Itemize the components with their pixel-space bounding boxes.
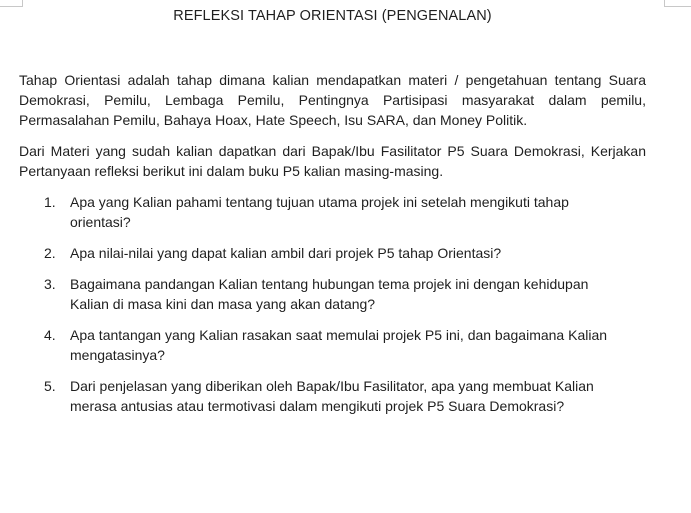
reflection-question-list — [19, 192, 646, 416]
question-number: 1. — [44, 194, 56, 210]
intro-paragraph: Tahap Orientasi adalah tahap dimana kalian mendapatkan materi / pengetahuan tentang Suara Demokrasi, Pemilu, Lembaga Pemilu, Pentingnya Partisipasi masyarakat dalam pemilu, Permasalahan Pemilu, Bahaya Hoax, Hate Speech, Isu SARA, dan Money Politik. — [19, 72, 646, 128]
question-text: Apa yang Kalian pahami tentang tujuan utama projek ini setelah mengikuti tahap orientasi? — [70, 194, 569, 230]
question-number: 2. — [44, 245, 56, 261]
question-text: Apa tantangan yang Kalian rasakan saat memulai projek P5 ini, dan bagaimana Kalian mengatasinya? — [70, 327, 608, 363]
page-corner-mark-right — [664, 0, 691, 7]
question-text: Dari penjelasan yang diberikan oleh Bapak/Ibu Fasilitator, apa yang membuat Kalian merasa antusias atau termotivasi dalam mengikuti projek P5 Suara Demokrasi? — [70, 378, 594, 414]
question-text: Apa nilai-nilai yang dapat kalian ambil dari projek P5 tahap Orientasi? — [70, 245, 502, 261]
question-item-2 — [19, 243, 646, 263]
question-text: Bagaimana pandangan Kalian tentang hubungan tema projek ini dengan kehidupan Kalian di masa kini dan masa yang akan datang? — [70, 276, 589, 312]
question-item-1 — [19, 192, 646, 232]
question-number: 5. — [44, 378, 56, 394]
question-number: 3. — [44, 276, 56, 292]
document-title: REFLEKSI TAHAP ORIENTASI (PENGENALAN) — [173, 8, 492, 24]
instruction-paragraph: Dari Materi yang sudah kalian dapatkan dari Bapak/Ibu Fasilitator P5 Suara Demokrasi, Kerjakan Pertanyaan refleksi berikut ini dalam buku P5 kalian masing-masing. — [19, 143, 646, 179]
question-number: 4. — [44, 327, 56, 343]
document-page — [19, 6, 646, 427]
question-item-3 — [19, 274, 646, 314]
question-item-4 — [19, 325, 646, 365]
question-item-5 — [19, 376, 646, 416]
